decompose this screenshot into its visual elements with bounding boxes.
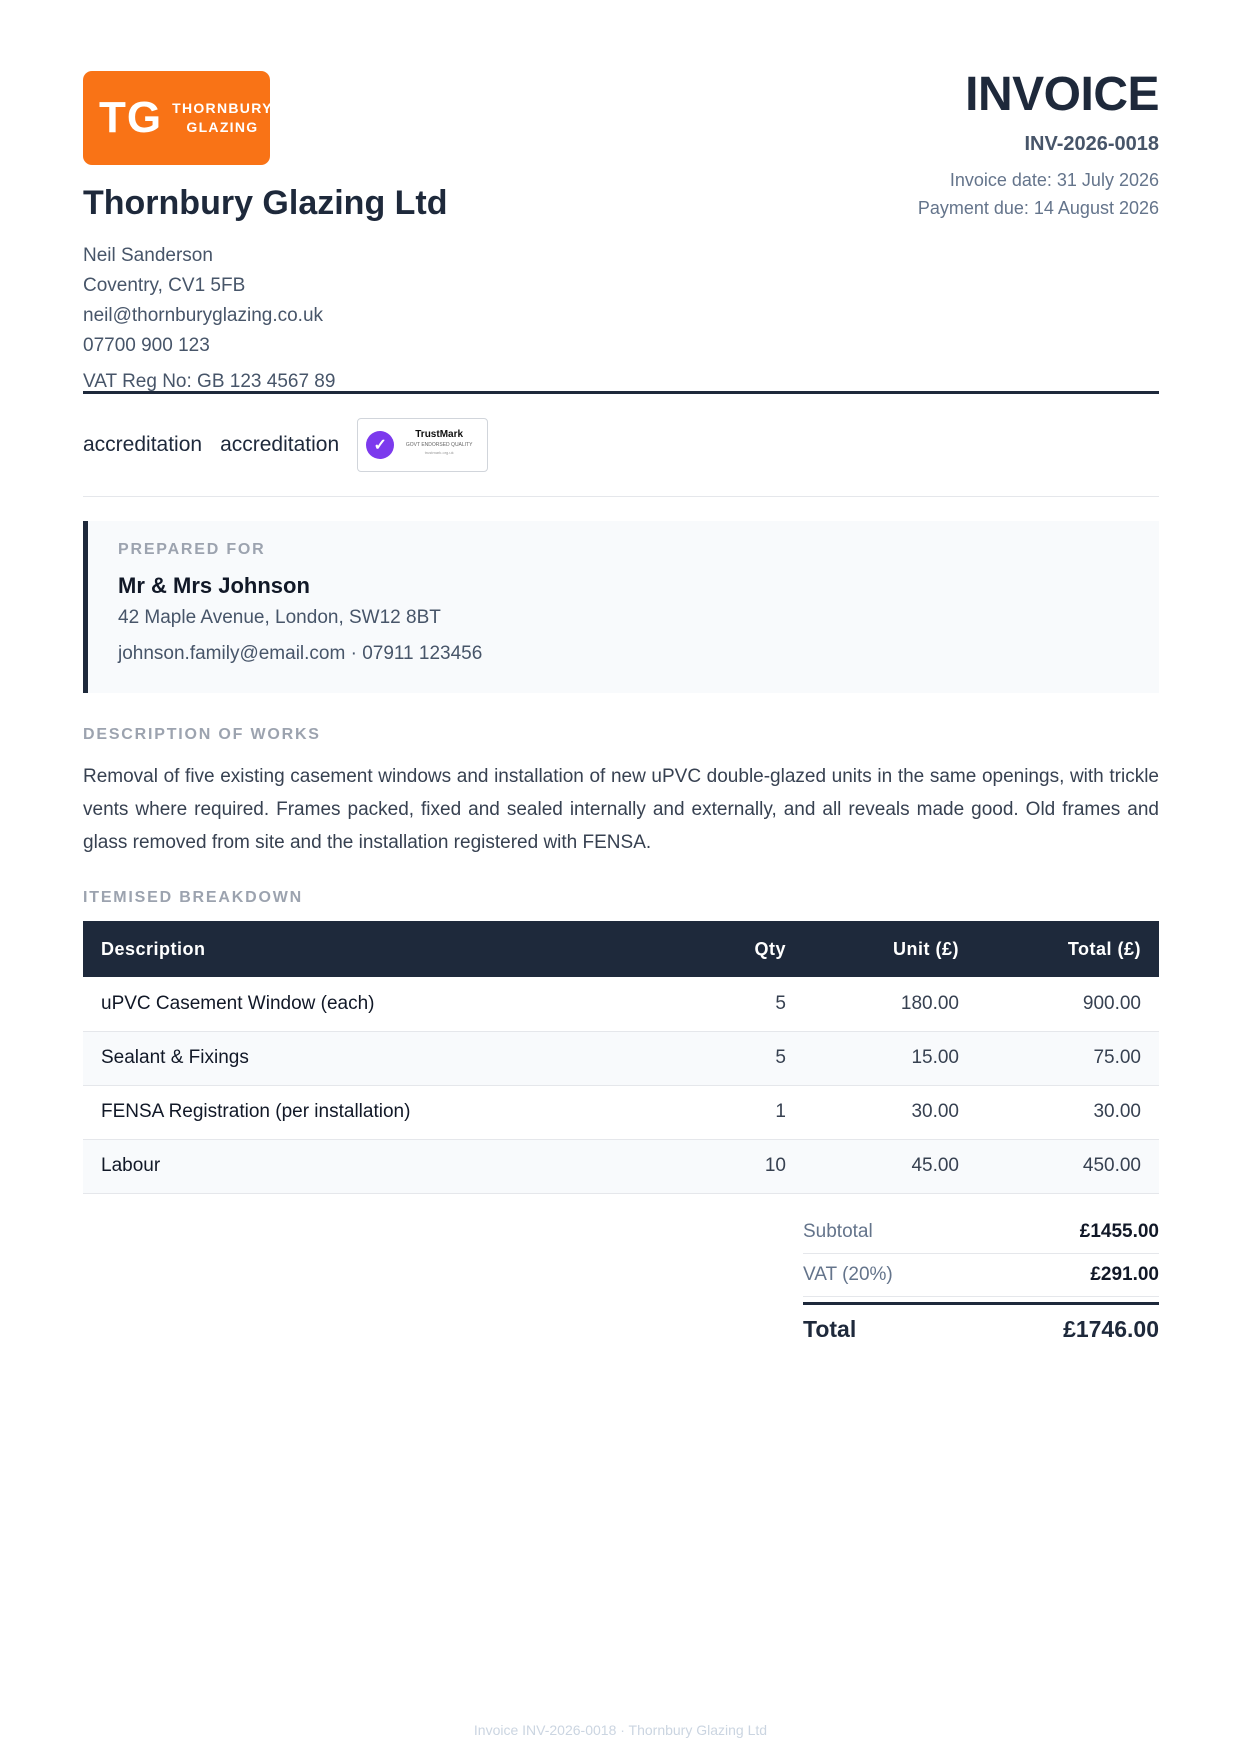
- accreditation-badge: accreditation: [83, 433, 203, 456]
- col-description: Description: [101, 938, 206, 959]
- items-table: [83, 921, 1159, 1194]
- accreditation-bar: [83, 394, 1159, 497]
- item-qty: 5: [586, 977, 786, 1031]
- item-qty: 5: [586, 1031, 786, 1085]
- company-contact: [83, 241, 335, 397]
- trustmark-url: trustmark.org.uk: [424, 450, 454, 455]
- works-description: Removal of five existing casement windows and installation of new uPVC double-glazed units in the same openings, with trickle vents where required. Frames packed, fixed and sealed internally and externally, and all reveals made good. Old frames and glass removed from site and the installation registered with FENSA.: [83, 766, 1159, 853]
- client-contact: johnson.family@email.com · 07911 123456: [118, 643, 483, 664]
- trustmark-name: TrustMark: [415, 429, 464, 440]
- item-qty: 10: [586, 1139, 786, 1193]
- item-description: FENSA Registration (per installation): [83, 1085, 586, 1139]
- total-value: £1746.00: [1063, 1315, 1159, 1342]
- client-address: 42 Maple Avenue, London, SW12 8BT: [118, 607, 441, 628]
- subtotal-row: [803, 1211, 1159, 1254]
- col-total: Total (£): [1067, 938, 1141, 959]
- logo-line-1: THORNBURY: [172, 100, 273, 116]
- item-unit: 180.00: [786, 977, 959, 1031]
- invoice-page: [83, 68, 1159, 1354]
- invoice-dates: [918, 166, 1159, 222]
- grand-total-row: [803, 1302, 1159, 1354]
- table-row: [83, 1085, 1159, 1139]
- vat-value: £291.00: [1090, 1263, 1159, 1285]
- logo-line-2: GLAZING: [186, 119, 259, 135]
- table-row: [83, 1139, 1159, 1193]
- contact-email[interactable]: neil@thornburyglazing.co.uk: [83, 305, 324, 326]
- breakdown-label: ITEMISED BREAKDOWN: [83, 889, 303, 906]
- company-name: Thornbury Glazing Ltd: [83, 184, 448, 222]
- item-description: Sealant & Fixings: [83, 1031, 586, 1085]
- table-row: [83, 977, 1159, 1031]
- check-icon: ✓: [366, 431, 394, 459]
- subtotal-label: Subtotal: [803, 1220, 873, 1242]
- table-header-row: [83, 921, 1159, 977]
- table-row: [83, 1031, 1159, 1085]
- item-description: uPVC Casement Window (each): [83, 977, 586, 1031]
- item-total: 30.00: [959, 1085, 1159, 1139]
- logo-initials: TG: [99, 93, 163, 142]
- vat-number: VAT Reg No: GB 123 4567 89: [83, 371, 336, 392]
- col-unit: Unit (£): [893, 938, 959, 959]
- trustmark-subtitle: GOVT ENDORSED QUALITY: [405, 442, 473, 448]
- item-qty: 1: [586, 1085, 786, 1139]
- subtotal-value: £1455.00: [1079, 1220, 1159, 1242]
- item-total: 75.00: [959, 1031, 1159, 1085]
- invoice-header: [83, 68, 1159, 392]
- col-qty: Qty: [754, 938, 786, 959]
- company-logo: [83, 71, 273, 165]
- client-name: Mr & Mrs Johnson: [118, 573, 310, 598]
- item-unit: 15.00: [786, 1031, 959, 1085]
- item-total: 450.00: [959, 1139, 1159, 1193]
- contact-phone: 07700 900 123: [83, 335, 210, 356]
- item-description: Labour: [83, 1139, 586, 1193]
- invoice-title: INVOICE: [965, 68, 1159, 121]
- prepared-for-label: PREPARED FOR: [118, 541, 266, 558]
- trustmark-text: [392, 429, 486, 455]
- prepared-for-card: [83, 521, 1159, 693]
- item-unit: 30.00: [786, 1085, 959, 1139]
- vat-row: [803, 1254, 1159, 1297]
- item-total: 900.00: [959, 977, 1159, 1031]
- contact-location: Coventry, CV1 5FB: [83, 275, 246, 296]
- vat-label: VAT (20%): [803, 1263, 893, 1285]
- accreditation-badge: accreditation: [220, 433, 340, 456]
- payment-due: Payment due: 14 August 2026: [917, 198, 1159, 218]
- works-label: DESCRIPTION OF WORKS: [83, 726, 321, 743]
- invoice-number: INV-2026-0018: [1024, 133, 1159, 155]
- totals-block: [803, 1211, 1159, 1354]
- invoice-date: Invoice date: 31 July 2026: [949, 170, 1159, 190]
- page-footer: Invoice INV-2026-0018 · Thornbury Glazing Ltd: [473, 1722, 768, 1738]
- contact-name: Neil Sanderson: [83, 245, 213, 266]
- total-label: Total: [803, 1315, 857, 1342]
- trustmark-badge: [357, 418, 488, 472]
- item-unit: 45.00: [786, 1139, 959, 1193]
- logo-wordmark: [172, 99, 273, 137]
